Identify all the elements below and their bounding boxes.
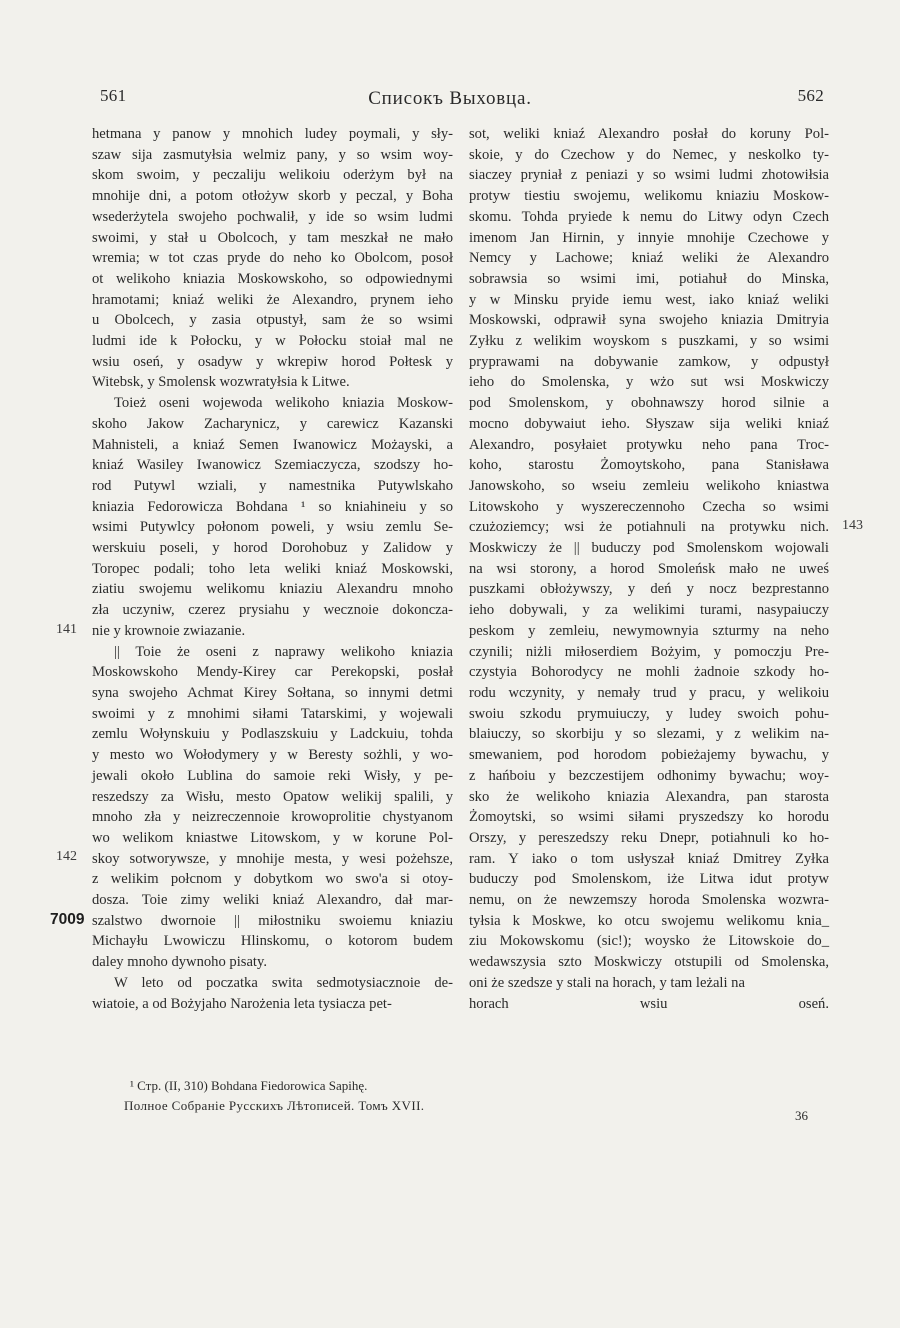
text-line: skomu. Tohda pryiede k nemu do Litwy odyn Czech: [469, 208, 829, 225]
text-line: horach wsiu oseń.: [469, 995, 829, 1012]
text-line: werskuiu poseli, y horod Dorohobuz y Zalidow y: [92, 540, 453, 557]
text-line: Litowskoho y wyszereczennoho Czecha so wsimi: [469, 498, 829, 515]
text-line: blaiuczy, so skorbiju y so slezami, y z welikim na-: [469, 726, 829, 743]
text-line: zemlu Wołynskuiu y Podlaszskuiu y Ladckuiu, tohda: [92, 726, 453, 743]
text-line: Żomoytski, so wsimi siłami pryszedszy ko horodu: [469, 809, 829, 826]
right-column: [469, 124, 829, 1014]
text-line: Mahnisteli, a kniaź Semen Iwanowicz Możayski, a: [92, 436, 453, 453]
text-line: pryprawami na dobywanie zamkow, y odpustył: [469, 353, 829, 370]
text-line: skoho Jakow Zacharynicz, y carewicz Kazanski: [92, 415, 453, 432]
text-line: ludmi ide k Połocku, y w Połocku stoiał mal ne: [92, 333, 453, 350]
text-line: z hańboiu y bezczestijem odhonimy bywachu; woy-: [469, 767, 829, 784]
text-line: wsederżytela swojeho pochwalił, y ide so wsim ludmi: [92, 208, 453, 225]
text-line: W leto od poczatka swita sedmotysiacznoie de-: [114, 974, 453, 991]
margin-note-141: 141: [56, 622, 77, 637]
text-line: sobrawsia so wsimi imi, potiahuł do Minska,: [469, 270, 829, 287]
text-line: skoy sotworywsze, y mnohije mesta, y wesi pożehsze,: [92, 850, 453, 867]
text-line: sot, weliki kniaź Alexandro posłał do koruny Pol-: [469, 126, 829, 142]
text-line: czystyia Bohorodycy ne mohli żadnoie szkody ho-: [469, 664, 829, 681]
text-line: skom swoim, y peczaliju welikoiu oderżym był na: [92, 167, 453, 184]
text-line: Moskwiczy że || buduczy pod Smolenskom wojowali: [469, 540, 829, 557]
text-line: kniazia Fedorowicza Bohdana ¹ so kniahineiu y so: [92, 498, 453, 515]
margin-year-7009: 7009: [50, 911, 85, 928]
text-line: wsiu oseń, y osadyw y wkrepiw horod Połtesk y: [92, 353, 453, 370]
text-line: hetmana y panow y mnohich ludey poymali, y sły-: [92, 126, 453, 142]
text-line: czużoziemcy; wsi że potiahnuli na protywku nich.: [469, 519, 829, 536]
text-line: daley mnoho dywnoho pisaty.: [92, 954, 267, 971]
text-line: Moskowskoho Mendy-Kirey car Perekopski, posłał: [92, 664, 453, 681]
text-line: wremia; w tot czas pryde do neho ko Obolcom, posoł: [92, 250, 453, 267]
footnotes: [124, 1076, 425, 1116]
text-line: ot welikoho kniazia Moskowskoho, so odpowiednymi: [92, 270, 453, 287]
text-line: jewali około Lublina do samoie reki Wisły, y pe-: [92, 767, 453, 784]
text-line: nemu, on że newzemszy horoda Smolenska wozwra-: [469, 892, 829, 909]
text-line: || Toie że oseni z naprawy welikoho kniazia: [114, 643, 453, 660]
text-line: Toież oseni wojewoda welikoho kniazia Moskow-: [114, 395, 453, 412]
signature-mark: 36: [795, 1108, 808, 1123]
text-line: rod Putywl wziali, y namestnika Putywlskaho: [92, 477, 453, 494]
text-line: imenom Jan Hirnin, y innyie mnohije Czechowe y: [469, 229, 829, 246]
text-line: u Obolcech, y zasia otpustył, sam że so wsimi: [92, 312, 453, 329]
text-line: kniaź Wasiley Iwanowicz Szemiaczycza, szodszy ho-: [92, 457, 453, 474]
text-line: Moskowski, odprawił syna swojeho kniazia Dmitryia: [469, 312, 829, 329]
text-line: ram. Y iako o tom usłyszał kniaź Dmitrey Zyłka: [469, 850, 829, 867]
text-line: siaczey pryniał z peniazi y so wsimi ludmi zhotowiłsia: [469, 167, 829, 184]
text-line: szaw sija zasmutyłsia welmiz pany, y so wsim woy-: [92, 146, 453, 163]
text-line: wiatoie, a od Bożyjaho Narożenia leta tysiacza pet-: [92, 995, 392, 1012]
text-line: oni że szedsze y stali na horach, y tam leżali na: [469, 974, 745, 991]
series-title: Полное Собраніе Русскихъ Лѣтописей. Томъ XVII.: [124, 1098, 425, 1113]
text-line: smewaniem, pod horodom pobieżajemy bywachu, y: [469, 747, 829, 764]
text-line: dosza. Toie zimy weliki kniaź Alexandro, dał mar-: [92, 892, 453, 909]
text-line: wo welikom kniastwe Litowskom, y w korune Pol-: [92, 829, 453, 846]
text-line: Zyłku z welikim woyskom s puszkami, y so wsimi: [469, 333, 829, 350]
text-line: pod Smolenskom, y obohnawszy horod silnie a: [469, 395, 829, 412]
text-line: czynili; niżli miłoserdiem Bożyim, y pomoczju Pre-: [469, 643, 829, 660]
text-line: tyłsia k Moskwe, ko otcu swojemu welikomu knia_: [469, 912, 829, 929]
text-line: Nemcy y Lachowe; kniaź weliki że Alexandro: [469, 250, 829, 267]
text-line: mnohije dni, a potom otłożyw skorb y peczal, y Boha: [92, 188, 453, 205]
text-line: wsimi Putywlcy połonom poweli, y wsiu zemlu Se-: [92, 519, 453, 536]
text-line: szalstwo dwornoie || miłostniku swoiemu kniaziu: [92, 912, 453, 929]
text-line: peskom y zemleiu, newymownyia szturmy na neho: [469, 622, 829, 639]
text-line: mocno dobywaiut ieho. Słyszaw sija weliki kniaź: [469, 415, 829, 432]
text-line: ziu Mokowskomu (sic!); woysko że Litowskoie do_: [469, 933, 829, 950]
text-line: y mesto wo Wołodymery y w Beresty sożhli, y wo-: [92, 747, 453, 764]
text-line: mnoho zła y neizreczennoie krowoprolitie chystyanom: [92, 809, 453, 826]
text-line: Janowskoho, so wseiu zemleiu welikoho kniastwa: [469, 477, 829, 494]
text-line: Michayłu Lwowiczu Hlinskomu, o kotorom budem: [92, 933, 453, 950]
text-line: Alexandro, posyłaiet protywku neho pana Troc-: [469, 436, 829, 453]
text-line: rodu wczynity, y nemały trud y pracu, y welikoiu: [469, 684, 829, 701]
text-line: protyw tiestiu swojemu, welikomu kniaziu Moskow-: [469, 188, 829, 205]
text-line: swoimi y z mnohimi siłami Tatarskimi, y wojewali: [92, 705, 453, 722]
text-line: Toropec podali; toho leta weliki kniaź Moskowski,: [92, 560, 453, 577]
text-line: sko że welikoho kniazia Alexandra, pan starosta: [469, 788, 829, 805]
text-line: ieho do Smolenska, y wżo sut wsi Moskwiczy: [469, 374, 829, 391]
text-line: puszkami obłożywszy, y deń y nocz bezprestanno: [469, 581, 829, 598]
text-line: reszedszy za Wisłu, mesto Opatow welikij spalili, y: [92, 788, 453, 805]
text-line: nie y krownoie zwiazanie.: [92, 622, 246, 639]
footnote-1: ¹ Стр. (II, 310) Bohdana Fiedorowica Sapihę.: [130, 1078, 368, 1093]
text-line: syna swojeho Achmat Kirey Sołtana, so innymi detmi: [92, 684, 453, 701]
text-line: koho, starostu Żomoytskoho, pana Stanisława: [469, 457, 829, 474]
text-line: ieho dobywali, y za welikimi turami, nasypaiuczy: [469, 602, 829, 619]
text-line: y w Minsku pryide iemu west, iako kniaź weliki: [469, 291, 829, 308]
text-line: zła uczyniw, czerez prysiahu y wecznoie dokoncza-: [92, 602, 453, 619]
left-page-number: 561: [100, 86, 127, 105]
margin-note-142: 142: [56, 849, 77, 864]
text-line: z welikim połcnom y dobytkom wo swo'a si otoy-: [92, 871, 453, 888]
text-line: skoie, y do Czechow y do Nemec, y neskolko ty-: [469, 146, 829, 163]
running-title: Списокъ Выховца.: [368, 88, 532, 109]
text-line: Orszy, y pereszedszy reku Dnepr, potiahnuli ko ho-: [469, 829, 829, 846]
text-line: buduczy pod Smolenskom, iże Litwa idut protyw: [469, 871, 829, 888]
right-page-number: 562: [797, 86, 824, 105]
left-column: [92, 124, 453, 1014]
text-line: ziatiu swojemu welikomu kniaziu Alexandru mnoho: [92, 581, 453, 598]
text-line: Witebsk, y Smolensk wozwratyłsia k Litwe.: [92, 374, 350, 391]
text-line: hramotami; kniaź weliki że Alexandro, prynem ieho: [92, 291, 453, 308]
text-line: swoiu szkodu prymuiuczy, y ludey swoich pohu-: [469, 705, 829, 722]
text-line: swoimi, y stał u Obolcoch, y tam meszkał ne mało: [92, 229, 453, 246]
text-line: na wsi storony, a horod Smoleńsk mało ne uweś: [469, 560, 829, 577]
text-line: wedawszysia szto Moskwiczy otstupili od Smolenska,: [469, 954, 829, 971]
margin-note-143: 143: [842, 518, 863, 533]
